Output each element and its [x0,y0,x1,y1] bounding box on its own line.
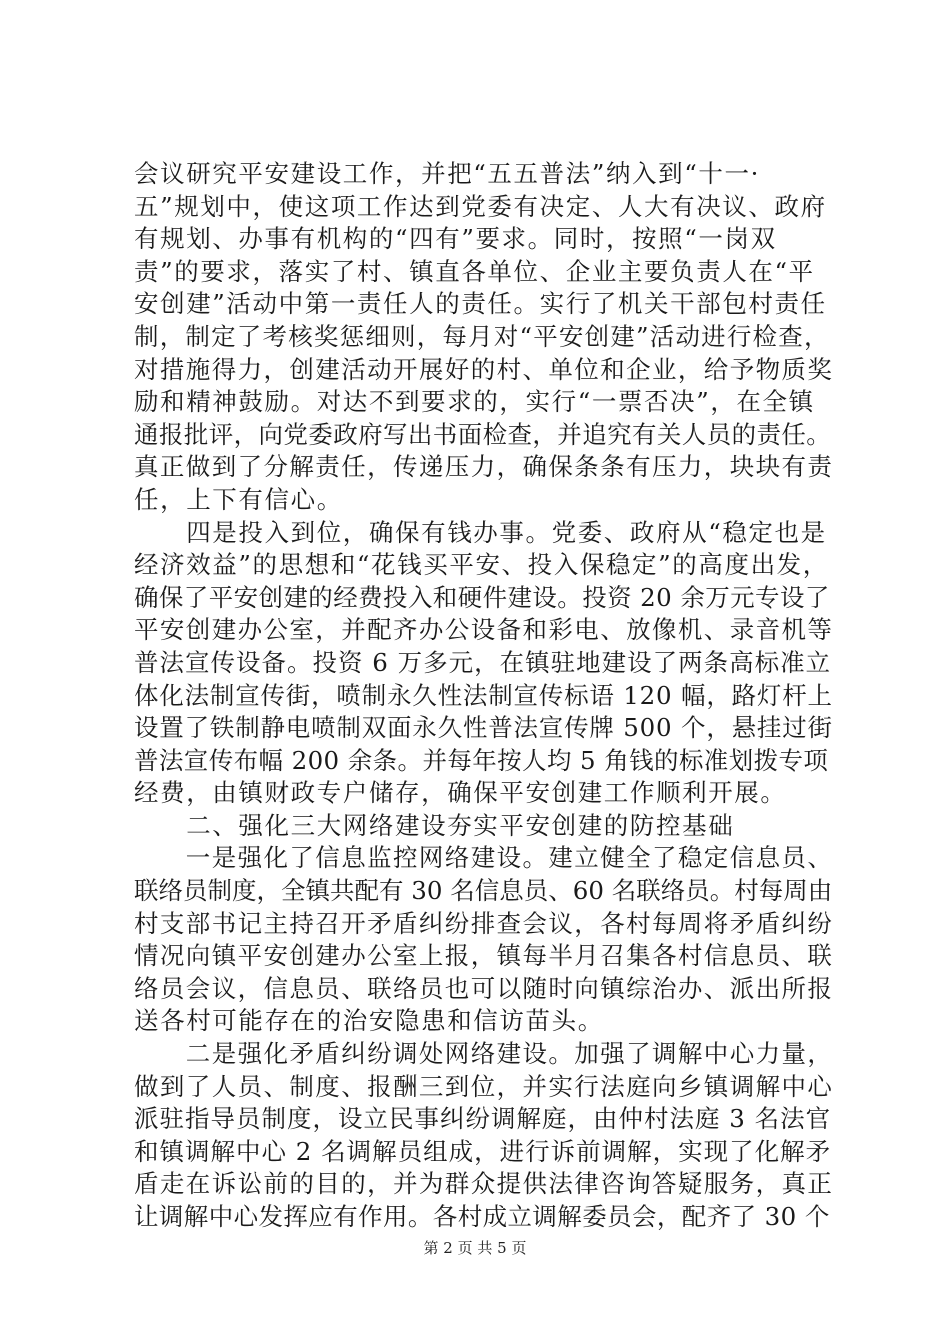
page-footer: 第 2 页 共 5 页 [423,1239,527,1257]
text-line: 五”规划中，使这项工作达到党委有决定、人大有决议、政府 [134,191,827,221]
text-line: 送各村可能存在的治安隐患和信访苗头。 [134,1006,604,1036]
text-line: 责”的要求，落实了村、镇直各单位、企业主要负责人在“平 [134,256,815,286]
text-line: 盾走在诉讼前的目的，并为群众提供法律咨询答疑服务，真正 [134,1169,834,1199]
text-line: 让调解中心发挥应有作用。各村成立调解委员会，配齐了 30 个 [134,1202,830,1231]
text-line: 一是强化了信息监控网络建设。建立健全了稳定信息员、 [134,843,834,873]
text-line: 情况向镇平安创建办公室上报，镇每半月召集各村信息员、联 [134,941,834,971]
text-line: 二、强化三大网络建设夯实平安创建的防控基础 [134,810,735,840]
text-line: 平安创建办公室，并配齐办公设备和彩电、放像机、录音机等 [134,615,834,645]
text-line: 村支部书记主持召开矛盾纠纷排查会议，各村每周将矛盾纠纷 [134,908,834,938]
text-line: 通报批评，向党委政府写出书面检查，并追究有关人员的责任。 [134,419,832,449]
text-line: 普法宣传布幅 200 余条。并每年按人均 5 角钱的标准划拨专项 [134,745,829,775]
text-line: 做到了人员、制度、报酬三到位，并实行法庭向乡镇调解中心 [134,1071,834,1101]
text-line: 经济效益”的思想和“花钱买平安、投入保稳定”的高度出发， [134,550,829,580]
text-line: 四是投入到位，确保有钱办事。党委、政府从“稳定也是 [134,517,827,547]
text-line: 对措施得力，创建活动开展好的村、单位和企业，给予物质奖 [134,354,834,384]
text-line: 确保了平安创建的经费投入和硬件建设。投资 20 余万元专设了 [134,582,830,612]
text-line: 联络员制度，全镇共配有 30 名信息员、60 名联络员。村每周由 [134,876,833,906]
text-line: 任，上下有信心。 [134,484,343,514]
text-line: 二是强化矛盾纠纷调处网络建设。加强了调解中心力量， [134,1039,834,1069]
text-line: 励和精神鼓励。对达不到要求的，实行“一票否决”，在全镇 [134,387,815,417]
text-line: 派驻指导员制度，设立民事纠纷调解庭，由仲村法庭 3 名法官 [134,1104,832,1134]
text-line: 体化法制宣传街，喷制永久性法制宣传标语 120 幅，路灯杆上 [134,680,833,710]
text-line: 会议研究平安建设工作，并把“五五普法”纳入到“十一· [134,159,760,188]
text-line: 安创建”活动中第一责任人的责任。实行了机关干部包村责任 [134,289,827,319]
text-line: 经费，由镇财政专户储存，确保平安创建工作顺利开展。 [134,778,787,808]
text-line: 真正做到了分解责任，传递压力，确保条条有压力，块块有责 [134,452,834,482]
text-line: 络员会议，信息员、联络员也可以随时向镇综治办、派出所报 [134,973,834,1003]
text-line: 设置了铁制静电喷制双面永久性普法宣传牌 500 个，悬挂过街 [134,713,833,743]
text-line: 制，制定了考核奖惩细则，每月对“平安创建”活动进行检查， [134,321,830,351]
document-body [134,158,834,1234]
text-line: 普法宣传设备。投资 6 万多元，在镇驻地建设了两条高标准立 [134,647,832,677]
text-line: 有规划、办事有机构的“四有”要求。同时，按照“一岗双 [134,224,777,254]
text-line: 和镇调解中心 2 名调解员组成，进行诉前调解，实现了化解矛 [134,1136,832,1166]
